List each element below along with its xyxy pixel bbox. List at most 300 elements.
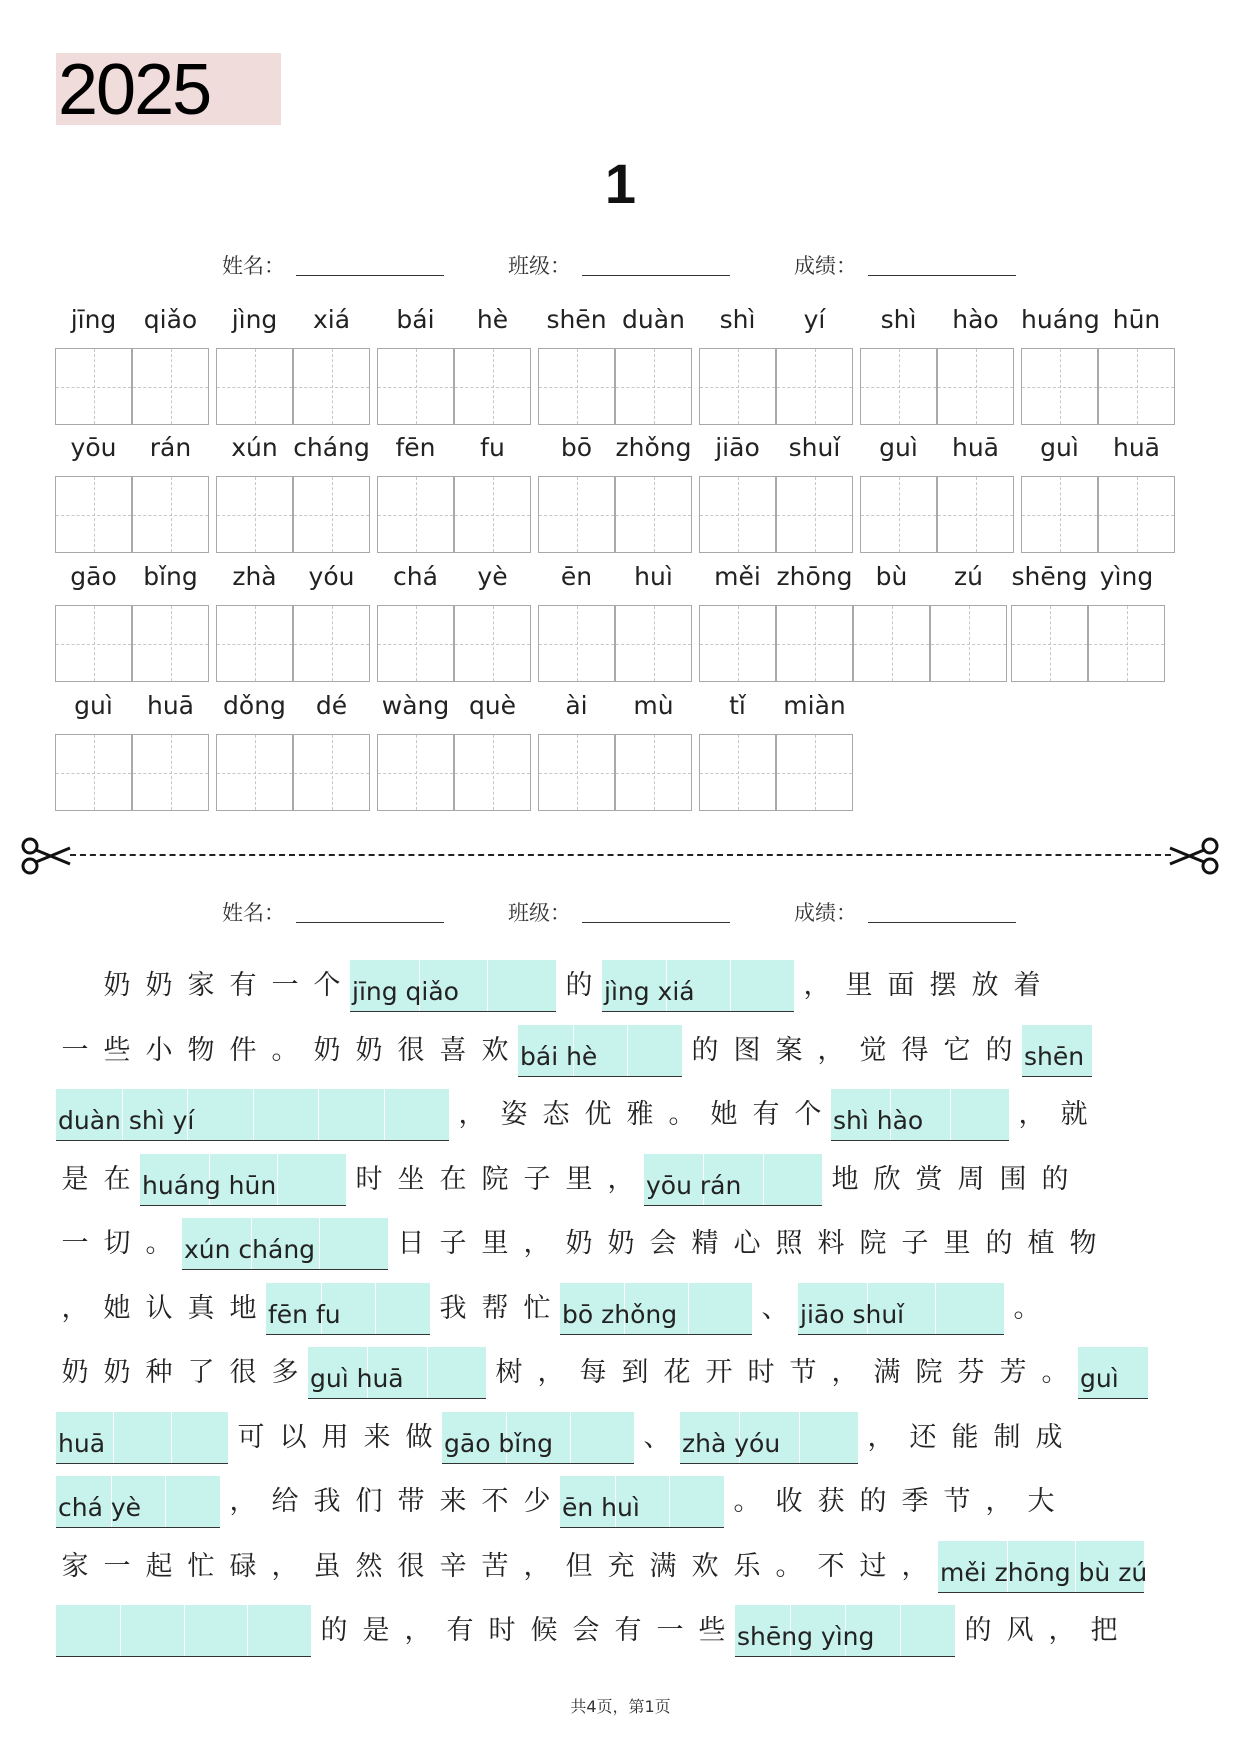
writing-box[interactable] [538, 734, 615, 811]
passage-char: 有 [614, 1615, 642, 1646]
passage-char: 一 [61, 1228, 89, 1259]
passage-char: 围 [999, 1163, 1027, 1195]
word-group [216, 555, 370, 682]
passage-char: 的 [1041, 1163, 1069, 1195]
name-underline [296, 275, 444, 276]
passage-char: 在 [103, 1163, 131, 1195]
word-group [216, 426, 370, 553]
blank-pinyin: ēn huì [562, 1493, 640, 1522]
writing-box[interactable] [699, 348, 776, 425]
pinyin-label: dǒng [223, 691, 286, 720]
writing-box[interactable] [454, 348, 531, 425]
blank-divider [319, 1218, 320, 1269]
writing-box[interactable] [454, 605, 531, 682]
answer-blank[interactable] [798, 1283, 1004, 1335]
passage-char: ， [607, 1163, 635, 1195]
pinyin-label: bō [560, 433, 593, 462]
passage-char: 雅 [626, 1099, 654, 1130]
writing-box[interactable] [377, 605, 454, 682]
pinyin-label: tǐ [729, 691, 746, 720]
answer-blank[interactable] [56, 1412, 228, 1464]
passage-char: 里 [845, 970, 873, 1001]
passage-char: 周 [957, 1163, 985, 1195]
passage-line [54, 1347, 1150, 1399]
passage-char: 乐 [733, 1550, 761, 1582]
writing-box[interactable] [699, 734, 776, 811]
pinyin-label: xiá [312, 305, 351, 334]
writing-box[interactable] [699, 476, 776, 553]
passage-char: 我 [313, 1486, 341, 1517]
worksheet-title: 1 [604, 152, 637, 215]
passage-char: 的 [985, 1034, 1013, 1066]
class-label-2: 班级： [508, 901, 571, 925]
writing-box[interactable] [377, 734, 454, 811]
passage-char: 得 [901, 1034, 929, 1066]
passage-char: 以 [279, 1421, 307, 1453]
passage-char: 欢 [481, 1034, 509, 1066]
blank-divider [113, 1412, 114, 1463]
pinyin-label: chá [393, 562, 438, 591]
passage-char: ， [271, 1550, 299, 1582]
passage-char: ， [1018, 1099, 1046, 1130]
passage-char: 、 [761, 1292, 789, 1324]
passage-char: 是 [61, 1163, 89, 1195]
word-group [538, 298, 692, 425]
writing-box[interactable] [132, 348, 209, 425]
passage-char: 忙 [523, 1292, 551, 1324]
passage-char: ， [803, 970, 831, 1001]
blank-divider [950, 1089, 951, 1140]
writing-box[interactable] [699, 605, 776, 682]
passage-char: 制 [993, 1421, 1021, 1453]
word-group [377, 426, 531, 553]
answer-blank[interactable] [560, 1283, 752, 1335]
word-group [55, 555, 209, 682]
passage-char: 芳 [999, 1357, 1027, 1388]
passage-char: 帮 [481, 1292, 509, 1324]
passage-char: 一 [61, 1034, 89, 1066]
passage-char: 案 [775, 1034, 803, 1066]
passage-char: 可 [237, 1421, 265, 1453]
class-underline-2 [582, 922, 730, 923]
writing-box[interactable] [615, 605, 692, 682]
writing-box[interactable] [377, 476, 454, 553]
passage-line [54, 1476, 1062, 1528]
name-label: 姓名： [222, 254, 285, 278]
passage-char: 院 [481, 1163, 509, 1195]
blank-pinyin: bō zhǒng [562, 1299, 678, 1329]
pinyin-label: jiāo [715, 433, 760, 462]
passage-char: 个 [313, 970, 341, 1001]
passage-line [54, 1025, 1094, 1077]
passage-char: 放 [971, 970, 999, 1001]
passage-char: 子 [439, 1228, 467, 1259]
passage-line [54, 1283, 1048, 1335]
passage-char: ， [229, 1486, 257, 1517]
writing-box[interactable] [216, 605, 293, 682]
student-info-row-2 [0, 891, 1241, 931]
pinyin-label: qiǎo [143, 305, 198, 334]
passage-char: 一 [103, 1550, 131, 1582]
passage-char: 种 [145, 1357, 173, 1388]
writing-box[interactable] [1021, 476, 1098, 553]
pinyin-label: hào [952, 305, 999, 334]
pinyin-label: zhōng [776, 562, 853, 591]
writing-box[interactable] [776, 476, 853, 553]
passage-char: 一 [271, 970, 299, 1001]
passage-char: 奶 [103, 970, 131, 1001]
answer-blank[interactable] [140, 1154, 346, 1206]
writing-box[interactable] [55, 734, 132, 811]
pinyin-label: rán [149, 433, 192, 462]
writing-box[interactable] [132, 605, 209, 682]
answer-blank[interactable] [56, 1089, 449, 1141]
passage-char: 日 [397, 1228, 425, 1259]
passage-char: 起 [145, 1550, 173, 1582]
passage-char: 的 [565, 970, 593, 1001]
passage-char: ， [867, 1421, 895, 1453]
writing-box[interactable] [937, 348, 1014, 425]
passage-char: 会 [649, 1228, 677, 1259]
passage-char: 奶 [565, 1228, 593, 1259]
passage-char: 不 [481, 1486, 509, 1517]
writing-box[interactable] [216, 348, 293, 425]
passage-char: 里 [481, 1228, 509, 1259]
writing-box[interactable] [216, 476, 293, 553]
passage-char: 过 [859, 1550, 887, 1582]
answer-blank[interactable] [182, 1218, 388, 1270]
answer-blank[interactable] [1022, 1025, 1092, 1077]
passage-char: 院 [859, 1228, 887, 1259]
writing-box[interactable] [615, 734, 692, 811]
passage-char: 虽 [313, 1550, 341, 1582]
passage-char: 把 [1090, 1615, 1118, 1646]
pinyin-label: dé [315, 691, 348, 720]
answer-blank[interactable] [442, 1412, 634, 1464]
passage-char: 奶 [61, 1357, 89, 1388]
blank-pinyin: guì [1080, 1364, 1119, 1393]
passage-char: 真 [187, 1292, 215, 1324]
passage-char: 精 [691, 1228, 719, 1259]
writing-box[interactable] [293, 605, 370, 682]
pinyin-label: gāo [70, 562, 117, 591]
passage-char: 有 [446, 1615, 474, 1646]
pinyin-label: huā [146, 691, 194, 720]
answer-blank[interactable] [1078, 1347, 1148, 1399]
passage-char: 奶 [103, 1357, 131, 1388]
blank-pinyin: huáng hūn [142, 1170, 277, 1200]
blank-divider [730, 960, 731, 1011]
passage-char: ， [901, 1550, 929, 1582]
passage-char: 时 [355, 1163, 383, 1195]
passage-char: 心 [733, 1228, 761, 1259]
word-group [699, 298, 853, 425]
passage-line [54, 960, 1048, 1012]
writing-box[interactable] [776, 348, 853, 425]
writing-box[interactable] [1021, 348, 1098, 425]
passage-char: 些 [103, 1034, 131, 1066]
writing-box[interactable] [55, 476, 132, 553]
pinyin-label: shuǐ [788, 433, 841, 462]
passage-char: 到 [621, 1357, 649, 1388]
passage-char: ， [404, 1615, 432, 1646]
blank-pinyin: shēng yìng [737, 1622, 875, 1651]
word-group [216, 298, 370, 425]
passage-char [54, 960, 96, 1012]
writing-box[interactable] [293, 734, 370, 811]
passage-char: ， [523, 1550, 551, 1582]
answer-blank[interactable] [266, 1283, 430, 1335]
passage-line [54, 1154, 1076, 1206]
cut-line [70, 854, 1171, 856]
pinyin-label: zhǒng [615, 433, 692, 462]
passage-char: ， [61, 1292, 89, 1324]
word-group [1021, 426, 1175, 553]
pinyin-label: guì [1040, 433, 1079, 462]
blank-divider [427, 1347, 428, 1398]
writing-box[interactable] [615, 348, 692, 425]
passage-char: 。 [775, 1550, 803, 1582]
passage-char: 是 [362, 1615, 390, 1646]
passage-char: 就 [1060, 1099, 1088, 1130]
passage-char: 奶 [145, 970, 173, 1001]
passage-char: 满 [873, 1357, 901, 1388]
name-underline-2 [296, 922, 444, 923]
pinyin-label: ài [565, 691, 588, 720]
writing-box[interactable] [853, 605, 930, 682]
blank-divider [277, 1154, 278, 1205]
passage-char: 的 [691, 1034, 719, 1066]
passage-char: 。 [145, 1228, 173, 1259]
blank-divider [247, 1605, 248, 1656]
class-underline [582, 275, 730, 276]
pinyin-label: bù [875, 562, 908, 591]
writing-box[interactable] [454, 476, 531, 553]
answer-blank[interactable] [644, 1154, 822, 1206]
score-underline [868, 275, 1016, 276]
passage-char: 满 [649, 1550, 677, 1582]
blank-divider [627, 1025, 628, 1076]
passage-char: 时 [488, 1615, 516, 1646]
blank-pinyin: duàn shì yí [58, 1106, 195, 1135]
writing-box[interactable] [860, 476, 937, 553]
writing-box[interactable] [1098, 348, 1175, 425]
pinyin-label: yìng [1099, 562, 1154, 591]
passage-char: 。 [1013, 1292, 1041, 1324]
passage-line [54, 1218, 1104, 1270]
blank-pinyin: yōu rán [646, 1170, 742, 1200]
answer-blank[interactable] [560, 1476, 724, 1528]
writing-box[interactable] [293, 348, 370, 425]
passage-char: 喜 [439, 1034, 467, 1066]
blank-pinyin: shì hào [833, 1106, 924, 1135]
word-group [377, 298, 531, 425]
writing-box[interactable] [293, 476, 370, 553]
pinyin-label: guì [74, 691, 113, 720]
passage-char: 料 [817, 1228, 845, 1259]
scissors-icon-right [1168, 834, 1220, 878]
passage-char: ， [1048, 1615, 1076, 1646]
pinyin-label: huì [634, 562, 673, 591]
passage-char: 认 [145, 1292, 173, 1324]
passage-char: 一 [656, 1615, 684, 1646]
passage-char: 里 [565, 1163, 593, 1195]
passage-char: 碌 [229, 1550, 257, 1582]
passage-char: 奶 [607, 1228, 635, 1259]
passage-char: 些 [698, 1615, 726, 1646]
passage-char: ， [831, 1357, 859, 1388]
passage-char: 收 [775, 1486, 803, 1517]
student-info-row [0, 244, 1241, 284]
passage-char: 院 [915, 1357, 943, 1388]
passage-char: 它 [943, 1034, 971, 1066]
writing-box[interactable] [538, 476, 615, 553]
passage-char: 欣 [873, 1163, 901, 1195]
writing-box[interactable] [216, 734, 293, 811]
writing-box[interactable] [377, 348, 454, 425]
passage-char: 欢 [691, 1550, 719, 1582]
word-group [538, 684, 692, 811]
answer-blank[interactable] [680, 1412, 858, 1464]
passage-char: 很 [397, 1550, 425, 1582]
pinyin-label: guì [879, 433, 918, 462]
word-group [377, 684, 531, 811]
passage-char: 带 [397, 1486, 425, 1517]
passage-char: 获 [817, 1486, 845, 1517]
writing-box[interactable] [538, 348, 615, 425]
passage-line [54, 1541, 1146, 1593]
word-group [1021, 298, 1175, 425]
writing-box[interactable] [1011, 605, 1088, 682]
answer-blank[interactable] [56, 1605, 311, 1657]
pinyin-label: fēn [395, 433, 436, 462]
passage-char: 她 [103, 1292, 131, 1324]
passage-line [54, 1089, 1095, 1141]
class-label: 班级： [508, 254, 571, 278]
passage-char: 开 [705, 1357, 733, 1388]
passage-char: 成 [1035, 1421, 1063, 1453]
writing-box[interactable] [860, 348, 937, 425]
word-group [860, 298, 1014, 425]
writing-box[interactable] [538, 605, 615, 682]
passage-char: 会 [572, 1615, 600, 1646]
blank-pinyin: jīng qiǎo [352, 977, 459, 1006]
passage-char: 在 [439, 1163, 467, 1195]
score-label-2: 成绩： [794, 901, 857, 925]
blank-divider [570, 1412, 571, 1463]
answer-blank[interactable] [831, 1089, 1009, 1141]
passage-char: 摆 [929, 970, 957, 1001]
passage-line [54, 1412, 1070, 1464]
blank-pinyin: guì huā [310, 1364, 404, 1393]
pinyin-label: bǐng [143, 562, 198, 591]
writing-box[interactable] [930, 605, 1007, 682]
passage-char: ， [985, 1486, 1013, 1517]
passage-char: 忙 [187, 1550, 215, 1582]
answer-blank[interactable] [735, 1605, 955, 1657]
writing-box[interactable] [1098, 476, 1175, 553]
pinyin-label: huáng [1021, 305, 1100, 334]
pinyin-label: wàng [381, 691, 450, 720]
blank-divider [120, 1605, 121, 1656]
passage-char: 家 [187, 970, 215, 1001]
passage-char: 苦 [481, 1550, 509, 1582]
passage-char: ， [537, 1357, 565, 1388]
passage-char: 家 [61, 1550, 89, 1582]
passage-char: 物 [187, 1034, 215, 1066]
writing-box[interactable] [615, 476, 692, 553]
word-group [55, 298, 209, 425]
passage-char: 不 [817, 1550, 845, 1582]
pinyin-label: yōu [70, 433, 117, 462]
pinyin-label: mù [633, 691, 674, 720]
passage-char: 来 [363, 1421, 391, 1453]
writing-box[interactable] [1088, 605, 1165, 682]
pinyin-label: xún [231, 433, 278, 462]
pinyin-label: jīng [70, 305, 117, 334]
writing-box[interactable] [776, 734, 853, 811]
answer-blank[interactable] [602, 960, 794, 1012]
passage-char: 图 [733, 1034, 761, 1066]
blank-divider [935, 1283, 936, 1334]
passage-char: 件 [229, 1034, 257, 1066]
pinyin-label: hūn [1112, 305, 1161, 334]
passage-char: 花 [663, 1357, 691, 1388]
writing-box[interactable] [55, 348, 132, 425]
pinyin-label: bái [396, 305, 435, 334]
pinyin-label: fu [480, 433, 505, 462]
writing-box[interactable] [132, 476, 209, 553]
answer-blank[interactable] [938, 1541, 1148, 1593]
blank-pinyin: gāo bǐng [444, 1428, 553, 1458]
answer-blank[interactable] [308, 1347, 486, 1399]
answer-blank[interactable] [518, 1025, 682, 1077]
blank-pinyin: huā [58, 1428, 106, 1458]
blank-divider [171, 1412, 172, 1463]
passage-char: 面 [887, 970, 915, 1001]
passage-char: 有 [229, 970, 257, 1001]
passage-char: 里 [943, 1228, 971, 1259]
passage-char: 个 [794, 1099, 822, 1130]
passage-char: 、 [643, 1421, 671, 1453]
passage-char: 很 [397, 1034, 425, 1066]
answer-blank[interactable] [56, 1476, 220, 1528]
passage-char: 。 [271, 1034, 299, 1066]
writing-box[interactable] [776, 605, 853, 682]
blank-pinyin: měi zhōng bù zú [940, 1557, 1148, 1587]
writing-box[interactable] [454, 734, 531, 811]
blank-pinyin: bái hè [520, 1041, 598, 1071]
writing-box[interactable] [132, 734, 209, 811]
passage-char: 。 [1041, 1357, 1069, 1388]
passage-char: 赏 [915, 1163, 943, 1195]
passage-char: 态 [542, 1099, 570, 1130]
scissors-icon-left [20, 834, 72, 878]
blank-divider [253, 1089, 254, 1140]
passage-char: 子 [901, 1228, 929, 1259]
writing-box[interactable] [937, 476, 1014, 553]
passage-line [54, 1605, 1125, 1657]
writing-box[interactable] [55, 605, 132, 682]
word-group [1011, 555, 1165, 682]
year-label: 2025 [58, 50, 211, 130]
pinyin-label: zú [954, 562, 983, 591]
passage-char: 做 [405, 1421, 433, 1453]
answer-blank[interactable] [350, 960, 556, 1012]
passage-char: 小 [145, 1034, 173, 1066]
passage-char: 的 [964, 1615, 992, 1646]
passage-char: 她 [710, 1099, 738, 1130]
